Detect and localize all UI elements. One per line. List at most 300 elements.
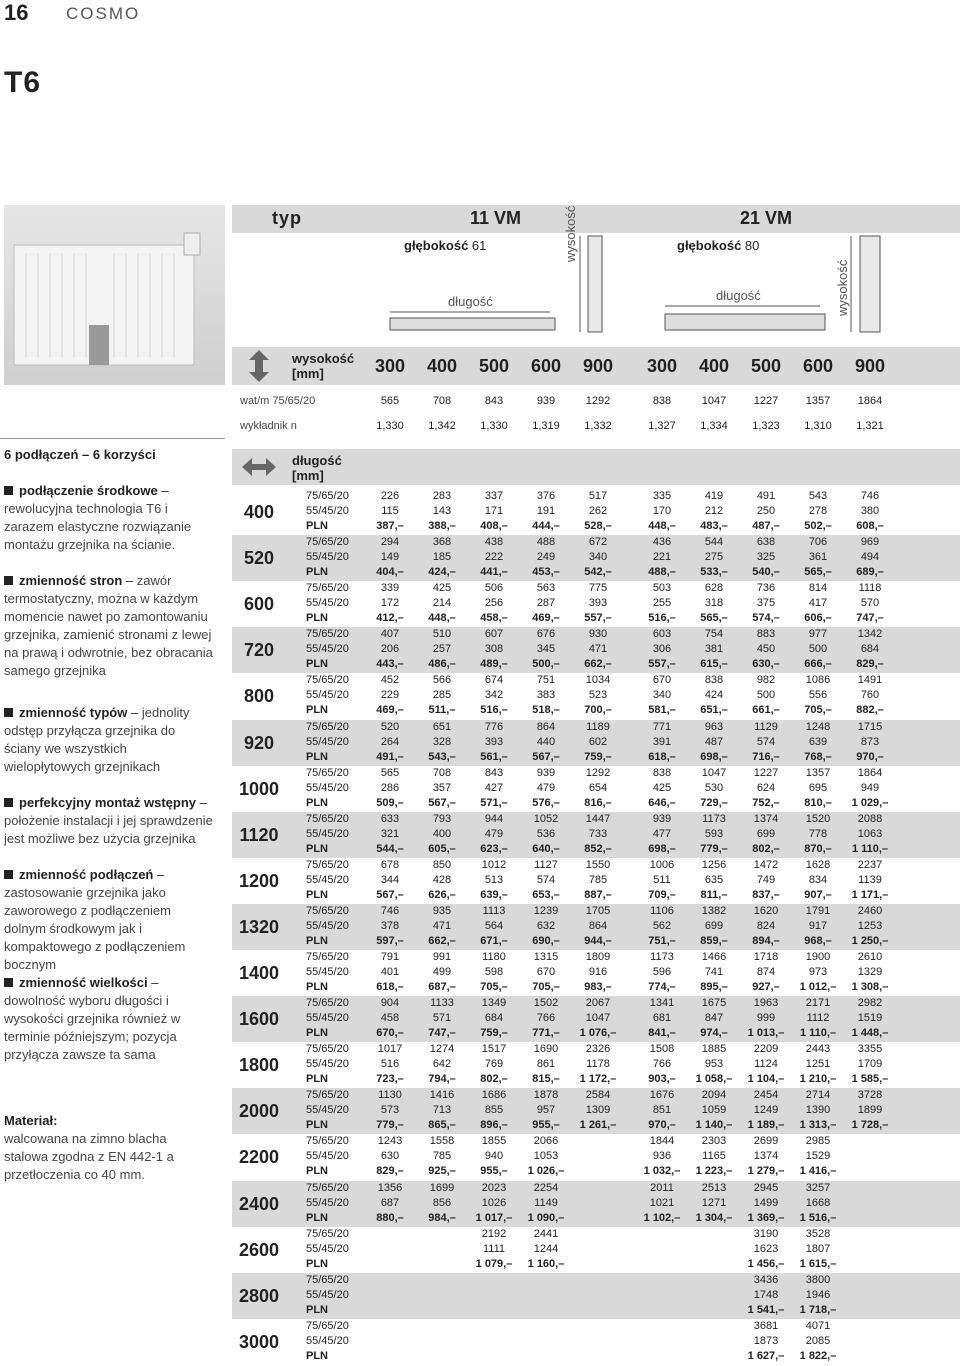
- output-75-cell: 1472: [753, 858, 779, 871]
- row-length: 1400: [238, 963, 280, 983]
- watm-value: 1292: [585, 395, 611, 407]
- watm-label: wat/m 75/65/20: [240, 395, 316, 407]
- output-75-cell: 776: [484, 720, 504, 733]
- price-cell: 1 079,–: [475, 1257, 513, 1270]
- output-75-cell: 838: [652, 766, 672, 779]
- price-cell: 829,–: [856, 658, 884, 671]
- row-label: 75/65/20: [306, 904, 349, 917]
- row-label: PLN: [306, 981, 328, 993]
- row-length: 1000: [238, 778, 280, 799]
- output-55-cell: 749: [756, 873, 776, 886]
- output-55-cell: 471: [432, 919, 452, 932]
- output-55-cell: 401: [380, 966, 400, 978]
- row-label: 55/45/20: [306, 1196, 349, 1209]
- output-75-cell: 4071: [805, 1319, 831, 1332]
- row-label: 75/65/20: [306, 628, 349, 641]
- output-75-cell: 1699: [429, 1181, 455, 1194]
- price-cell: 723,–: [376, 1073, 404, 1086]
- output-75-cell: 1227: [753, 766, 779, 779]
- price-cell: 687,–: [428, 981, 456, 993]
- output-55-cell: 766: [536, 1012, 556, 1025]
- output-55-cell: 287: [536, 597, 556, 610]
- dash: –: [127, 705, 142, 720]
- price-cell: 441,–: [480, 566, 508, 579]
- group-21vm-depth: głębokość 80: [677, 238, 760, 253]
- price-cell: 870,–: [804, 842, 832, 855]
- output-75-cell: 1864: [857, 766, 883, 779]
- output-55-cell: 499: [432, 966, 452, 978]
- output-55-cell: 275: [704, 551, 724, 564]
- price-cell: 1 104,–: [747, 1073, 785, 1086]
- output-55-cell: 574: [536, 873, 556, 886]
- output-75-cell: 1491: [857, 674, 883, 687]
- output-75-cell: 2441: [533, 1227, 559, 1240]
- output-75-cell: 1558: [429, 1135, 455, 1148]
- output-55-cell: 1053: [533, 1150, 559, 1163]
- output-55-cell: 361: [808, 551, 828, 564]
- output-75-cell: 746: [860, 490, 880, 502]
- group-11vm-depth: głębokość 61: [404, 238, 487, 253]
- price-cell: 729,–: [700, 796, 728, 809]
- output-55-cell: 500: [808, 643, 828, 656]
- output-75-cell: 517: [588, 490, 608, 502]
- row-label: 75/65/20: [306, 1319, 349, 1332]
- dash: –: [147, 975, 159, 990]
- price-cell: 751,–: [648, 934, 676, 947]
- output-75-cell: 1416: [429, 1089, 455, 1102]
- output-55-cell: 973: [808, 966, 828, 978]
- output-55-cell: 741: [704, 966, 724, 978]
- price-cell: 896,–: [480, 1119, 508, 1132]
- output-55-cell: 1021: [649, 1196, 675, 1209]
- price-cell: 608,–: [856, 520, 884, 532]
- output-55-cell: 221: [652, 551, 672, 564]
- output-75-cell: 3355: [857, 1043, 883, 1056]
- price-cell: 670,–: [376, 1027, 404, 1040]
- price-cell: 1 110,–: [851, 842, 889, 855]
- dash: –: [153, 867, 165, 882]
- row-length: 920: [243, 732, 275, 753]
- price-cell: 671,–: [480, 934, 508, 947]
- output-55-cell: 440: [536, 735, 556, 748]
- price-cell: 1 308,–: [851, 981, 889, 993]
- output-75-cell: 1508: [649, 1043, 675, 1056]
- output-75-cell: 2171: [805, 997, 831, 1010]
- output-75-cell: 491: [756, 490, 776, 502]
- price-cell: 955,–: [480, 1165, 508, 1178]
- output-55-cell: 1309: [585, 1104, 611, 1117]
- price-cell: 925,–: [428, 1165, 456, 1178]
- price-cell: 768,–: [804, 750, 832, 763]
- output-55-cell: 654: [588, 781, 608, 794]
- output-75-cell: 791: [380, 951, 400, 963]
- output-75-cell: 1106: [650, 904, 674, 917]
- output-75-cell: 436: [652, 536, 672, 549]
- output-75-cell: 977: [808, 628, 828, 641]
- row-label: 75/65/20: [306, 1181, 349, 1194]
- price-cell: 387,–: [376, 520, 404, 532]
- price-cell: 716,–: [752, 750, 780, 763]
- output-75-cell: 676: [536, 628, 556, 641]
- output-55-cell: 427: [484, 781, 504, 794]
- output-75-cell: 1447: [585, 812, 611, 825]
- price-cell: 903,–: [648, 1073, 676, 1086]
- output-55-cell: 1390: [805, 1104, 831, 1117]
- output-75-cell: 566: [432, 674, 452, 687]
- price-cell: 1 160,–: [527, 1257, 565, 1270]
- row-label: 75/65/20: [306, 490, 349, 502]
- price-cell: 1 627,–: [747, 1349, 785, 1362]
- output-55-cell: 1529: [805, 1150, 831, 1163]
- group-21vm-length-label: długość: [716, 288, 761, 303]
- row-label: 55/45/20: [306, 1334, 349, 1347]
- price-cell: 1 416,–: [799, 1165, 837, 1178]
- price-cell: 561,–: [480, 750, 508, 763]
- row-label: 75/65/20: [306, 536, 349, 549]
- output-75-cell: 337: [484, 490, 504, 502]
- output-55-cell: 1748: [753, 1288, 779, 1301]
- output-75-cell: 1127: [534, 858, 558, 871]
- row-label: PLN: [306, 934, 328, 947]
- price-cell: 1 615,–: [799, 1257, 837, 1270]
- row-label: 55/45/20: [306, 1288, 349, 1301]
- output-55-cell: 785: [588, 873, 608, 886]
- group-11vm-diagram: [380, 232, 620, 344]
- output-55-cell: 1047: [585, 1012, 611, 1025]
- row-label: 55/45/20: [306, 873, 349, 886]
- price-cell: 412,–: [376, 612, 404, 625]
- output-55-cell: 450: [756, 643, 776, 656]
- output-55-cell: 598: [484, 966, 504, 978]
- row-length: 520: [243, 548, 275, 569]
- row-label: 55/45/20: [306, 735, 349, 748]
- price-cell: 640,–: [532, 842, 560, 855]
- row-label: 55/45/20: [306, 689, 349, 702]
- output-55-cell: 511: [653, 873, 671, 886]
- output-75-cell: 1963: [753, 997, 779, 1010]
- output-75-cell: 935: [432, 904, 452, 917]
- output-55-cell: 1063: [857, 827, 883, 840]
- row-label: 55/45/20: [306, 643, 349, 656]
- exponent-value: 1,334: [700, 420, 728, 432]
- row-label: 75/65/20: [306, 720, 349, 733]
- output-75-cell: 2454: [753, 1089, 779, 1102]
- output-55-cell: 1124: [754, 1058, 778, 1071]
- price-cell: 1 029,–: [851, 796, 889, 809]
- price-cell: 653,–: [532, 888, 560, 901]
- output-55-cell: 1807: [805, 1242, 831, 1255]
- output-75-cell: 2209: [753, 1043, 779, 1056]
- benefit-item: [4, 572, 214, 680]
- price-cell: 802,–: [480, 1073, 508, 1086]
- output-55-cell: 229: [380, 689, 400, 702]
- price-cell: 802,–: [752, 842, 780, 855]
- output-55-cell: 256: [484, 597, 504, 610]
- price-cell: 970,–: [648, 1119, 676, 1132]
- price-cell: 880,–: [376, 1211, 404, 1224]
- price-cell: 1 171,–: [851, 888, 889, 901]
- output-75-cell: 1173: [702, 812, 726, 825]
- watm-value: 843: [484, 395, 504, 407]
- output-75-cell: 1885: [701, 1043, 727, 1056]
- price-cell: 865,–: [428, 1119, 456, 1132]
- watm-value: 838: [652, 395, 672, 407]
- row-length: 3000: [238, 1331, 280, 1352]
- output-75-cell: 706: [808, 536, 828, 549]
- output-75-cell: 438: [484, 536, 504, 549]
- output-75-cell: 283: [432, 490, 452, 502]
- output-75-cell: 2513: [701, 1181, 727, 1194]
- output-55-cell: 380: [860, 505, 880, 517]
- row-label: PLN: [306, 1211, 328, 1224]
- row-label: 75/65/20: [306, 1273, 349, 1286]
- height-value: 900: [582, 356, 614, 376]
- output-75-cell: 1382: [701, 904, 727, 917]
- output-75-cell: 419: [704, 490, 724, 502]
- output-75-cell: 339: [380, 582, 400, 595]
- output-75-cell: 1239: [533, 904, 559, 917]
- row-label: 55/45/20: [306, 966, 349, 978]
- row-length: 720: [243, 640, 275, 661]
- price-cell: 453,–: [532, 566, 560, 579]
- price-cell: 458,–: [480, 612, 508, 625]
- price-cell: 565,–: [700, 612, 728, 625]
- output-75-cell: 2023: [481, 1181, 507, 1194]
- price-cell: 1 313,–: [799, 1119, 837, 1132]
- brand-name: COSMO: [66, 4, 141, 23]
- output-75-cell: 452: [380, 674, 400, 687]
- output-55-cell: 340: [588, 551, 608, 564]
- row-label: 75/65/20: [306, 1227, 349, 1240]
- output-75-cell: 1690: [533, 1043, 559, 1056]
- output-55-cell: 425: [652, 781, 672, 794]
- output-75-cell: 864: [536, 720, 556, 733]
- price-cell: 486,–: [428, 658, 456, 671]
- row-label: 75/65/20: [306, 1135, 349, 1148]
- output-55-cell: 856: [432, 1196, 452, 1209]
- price-cell: 974,–: [700, 1027, 728, 1040]
- output-75-cell: 1274: [429, 1043, 455, 1056]
- price-cell: 448,–: [428, 612, 456, 625]
- price-cell: 811,–: [700, 888, 728, 901]
- output-75-cell: 969: [860, 536, 880, 549]
- output-55-cell: 1709: [857, 1058, 883, 1071]
- output-75-cell: 1292: [585, 766, 611, 779]
- output-55-cell: 357: [432, 781, 452, 794]
- output-75-cell: 1113: [482, 904, 506, 917]
- price-cell: 567,–: [428, 796, 456, 809]
- price-cell: 511,–: [428, 704, 456, 717]
- row-label: PLN: [306, 704, 328, 717]
- row-label: PLN: [306, 1073, 328, 1086]
- output-55-cell: 766: [652, 1058, 672, 1071]
- output-55-cell: 769: [484, 1058, 504, 1071]
- height-value: 500: [750, 356, 782, 376]
- benefit-text: zastosowanie grzejnika jako zaworowego z podłączeniem dolnym środkowym jak i kompaktowego z podłączeniem bocznym: [4, 885, 186, 972]
- output-55-cell: 602: [588, 735, 608, 748]
- output-75-cell: 2610: [857, 951, 883, 963]
- price-cell: 1 017,–: [475, 1211, 513, 1224]
- price-cell: 759,–: [480, 1027, 508, 1040]
- row-length: 600: [243, 594, 275, 615]
- output-55-cell: 1873: [753, 1334, 779, 1347]
- price-cell: 1 541,–: [747, 1303, 785, 1316]
- price-cell: 448,–: [648, 520, 676, 532]
- output-55-cell: 699: [704, 919, 724, 932]
- output-75-cell: 1520: [805, 812, 831, 825]
- price-cell: 698,–: [700, 750, 728, 763]
- output-75-cell: 1715: [857, 720, 883, 733]
- output-75-cell: 1550: [585, 858, 611, 871]
- price-cell: 689,–: [856, 566, 884, 579]
- output-55-cell: 191: [536, 505, 556, 517]
- group-11vm-title: 11 VM: [470, 208, 522, 228]
- price-cell: 509,–: [376, 796, 404, 809]
- output-75-cell: 2088: [857, 812, 883, 825]
- price-cell: 1 026,–: [527, 1165, 565, 1178]
- watm-value: 939: [536, 395, 556, 407]
- output-75-cell: 1133: [430, 997, 454, 1010]
- price-cell: 882,–: [856, 704, 884, 717]
- output-55-cell: 936: [652, 1150, 672, 1163]
- price-cell: 516,–: [648, 612, 676, 625]
- output-55-cell: 149: [380, 551, 400, 564]
- group-11vm-length-label: długość: [448, 294, 493, 309]
- row-label: PLN: [306, 1303, 328, 1316]
- row-label: 55/45/20: [306, 597, 349, 610]
- price-cell: 907,–: [804, 888, 832, 901]
- output-55-cell: 1149: [534, 1196, 558, 1209]
- price-cell: 662,–: [428, 934, 456, 947]
- row-label: 55/45/20: [306, 919, 349, 932]
- output-75-cell: 294: [380, 536, 400, 549]
- row-label: PLN: [306, 1027, 328, 1040]
- height-value: 900: [854, 356, 886, 376]
- output-55-cell: 630: [380, 1150, 400, 1163]
- output-75-cell: 628: [704, 582, 724, 595]
- output-55-cell: 1374: [753, 1150, 779, 1163]
- output-75-cell: 775: [588, 582, 608, 595]
- output-55-cell: 1519: [857, 1012, 883, 1025]
- output-55-cell: 262: [588, 505, 608, 517]
- price-cell: 618,–: [648, 750, 676, 763]
- price-cell: 1 279,–: [747, 1165, 785, 1178]
- price-cell: 404,–: [376, 566, 404, 579]
- dash: –: [196, 795, 207, 810]
- price-cell: 1 076,–: [579, 1027, 617, 1040]
- output-55-cell: 1244: [533, 1242, 559, 1255]
- row-label: PLN: [306, 612, 328, 625]
- price-cell: 837,–: [752, 888, 780, 901]
- output-75-cell: 930: [588, 628, 608, 641]
- output-75-cell: 1017: [377, 1043, 403, 1056]
- height-value: 300: [646, 356, 678, 376]
- output-55-cell: 487: [704, 735, 724, 748]
- price-cell: 565,–: [804, 566, 832, 579]
- output-75-cell: 543: [808, 490, 828, 502]
- output-75-cell: 603: [652, 628, 672, 641]
- price-cell: 759,–: [584, 750, 612, 763]
- output-55-cell: 1178: [586, 1058, 610, 1071]
- output-75-cell: 670: [652, 674, 672, 687]
- output-55-cell: 864: [588, 919, 608, 932]
- price-cell: 1 223,–: [695, 1165, 733, 1178]
- output-55-cell: 760: [860, 689, 880, 702]
- price-cell: 895,–: [700, 981, 728, 993]
- price-cell: 852,–: [584, 842, 612, 855]
- price-cell: 752,–: [752, 796, 780, 809]
- price-cell: 747,–: [856, 612, 884, 625]
- output-75-cell: 1357: [805, 766, 831, 779]
- exponent-value: 1,332: [584, 420, 612, 432]
- output-55-cell: 222: [484, 551, 504, 564]
- output-55-cell: 530: [704, 781, 724, 794]
- output-75-cell: 1315: [533, 951, 559, 963]
- watm-value: 1227: [753, 395, 779, 407]
- output-55-cell: 285: [432, 689, 452, 702]
- price-cell: 1 822,–: [799, 1349, 837, 1362]
- output-55-cell: 916: [588, 966, 608, 978]
- output-55-cell: 834: [808, 873, 828, 886]
- price-cell: 581,–: [648, 704, 676, 717]
- output-75-cell: 520: [380, 720, 400, 733]
- output-75-cell: 1243: [377, 1135, 403, 1148]
- output-75-cell: 2094: [701, 1089, 727, 1102]
- price-cell: 810,–: [804, 796, 832, 809]
- output-75-cell: 1034: [585, 674, 611, 687]
- price-cell: 646,–: [648, 796, 676, 809]
- price-cell: 661,–: [752, 704, 780, 717]
- price-cell: 651,–: [700, 704, 728, 717]
- output-55-cell: 632: [536, 919, 556, 932]
- output-55-cell: 1499: [753, 1196, 779, 1209]
- output-75-cell: 1502: [533, 997, 559, 1010]
- output-75-cell: 754: [704, 628, 724, 641]
- output-55-cell: 873: [860, 735, 880, 748]
- output-55-cell: 940: [484, 1150, 504, 1163]
- benefit-text: rewolucyjna technologia T6 i zarazem elastyczne rozwiązanie montażu grzejnika na ścianie.: [4, 501, 192, 552]
- output-55-cell: 851: [652, 1104, 672, 1117]
- output-75-cell: 678: [380, 858, 400, 871]
- output-55-cell: 1059: [701, 1104, 727, 1117]
- radiator-photo: [4, 205, 225, 385]
- output-55-cell: 375: [756, 597, 776, 610]
- output-55-cell: 695: [808, 781, 828, 794]
- price-cell: 944,–: [584, 934, 612, 947]
- price-cell: 894,–: [752, 934, 780, 947]
- output-75-cell: 1900: [805, 951, 831, 963]
- row-label: 75/65/20: [306, 674, 349, 687]
- row-label: 75/65/20: [306, 858, 349, 871]
- price-cell: 488,–: [648, 566, 676, 579]
- output-75-cell: 814: [808, 582, 828, 595]
- price-cell: 955,–: [532, 1119, 560, 1132]
- output-55-cell: 257: [432, 643, 452, 656]
- output-55-cell: 1271: [701, 1196, 727, 1209]
- output-75-cell: 939: [652, 812, 672, 825]
- output-55-cell: 172: [380, 597, 400, 610]
- row-label: PLN: [306, 1257, 328, 1270]
- price-cell: 1 369,–: [747, 1211, 785, 1224]
- group-21vm-title: 21 VM: [740, 208, 793, 228]
- output-55-cell: 1899: [857, 1104, 883, 1117]
- output-55-cell: 953: [704, 1058, 724, 1071]
- output-75-cell: 1349: [481, 997, 507, 1010]
- row-length: 2800: [238, 1285, 280, 1306]
- price-cell: 709,–: [648, 888, 676, 901]
- output-75-cell: 672: [588, 536, 608, 549]
- output-55-cell: 785: [432, 1150, 452, 1163]
